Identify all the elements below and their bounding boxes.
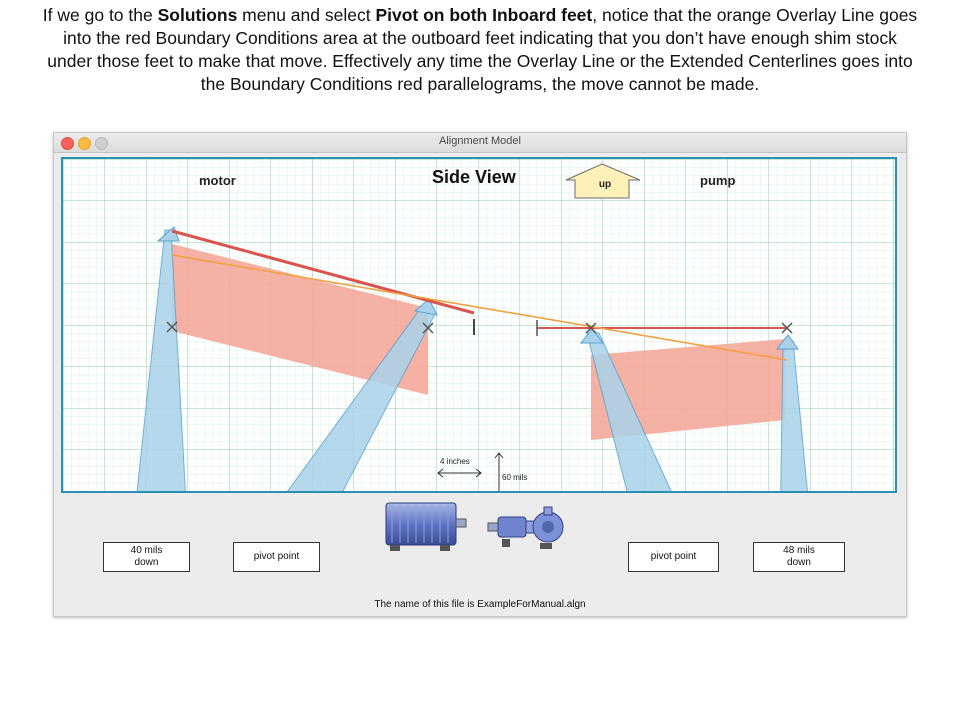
- scale-horizontal-label: 4 inches: [440, 457, 470, 466]
- motor-inboard-callout: pivot point: [233, 542, 320, 572]
- motor-label: motor: [199, 173, 236, 188]
- instruction-caption: [40, 4, 920, 96]
- caption-solutions-menu: Solutions: [157, 5, 238, 25]
- file-name-footer: The name of this file is ExampleForManual.algn: [374, 599, 586, 610]
- pump-inboard-callout: pivot point: [628, 542, 719, 572]
- caption-text-3: , notice that the orange Overlay Line goes into the red Boundary Conditions area at the outboard feet indicating that you don’t have enough shim stock under those feet to make that move. Effectively any time the Overlay Line or the Extended Centerlines goes into the Boundary Conditions red parallelograms, the move cannot be made.: [47, 5, 918, 94]
- caption-text-1: If we go to the: [42, 5, 158, 25]
- side-view-title: Side View: [432, 167, 516, 187]
- centrifugal-pump-icon: [486, 505, 570, 553]
- caption-pivot-option: Pivot on both Inboard feet: [375, 5, 593, 25]
- window-title: Alignment Model: [439, 135, 521, 147]
- caption-text-2: menu and select: [237, 5, 376, 25]
- window-titlebar: [54, 133, 906, 153]
- up-label: up: [598, 179, 612, 190]
- scale-vertical-label: 60 mils: [502, 473, 528, 482]
- alignment-model-window: [53, 132, 907, 617]
- motor-outboard-callout: 40 mils down: [103, 542, 190, 572]
- pump-label: pump: [700, 173, 736, 188]
- pump-outboard-callout: 48 mils down: [753, 542, 845, 572]
- side-view-plot: [61, 157, 897, 493]
- electric-motor-icon: [384, 499, 476, 555]
